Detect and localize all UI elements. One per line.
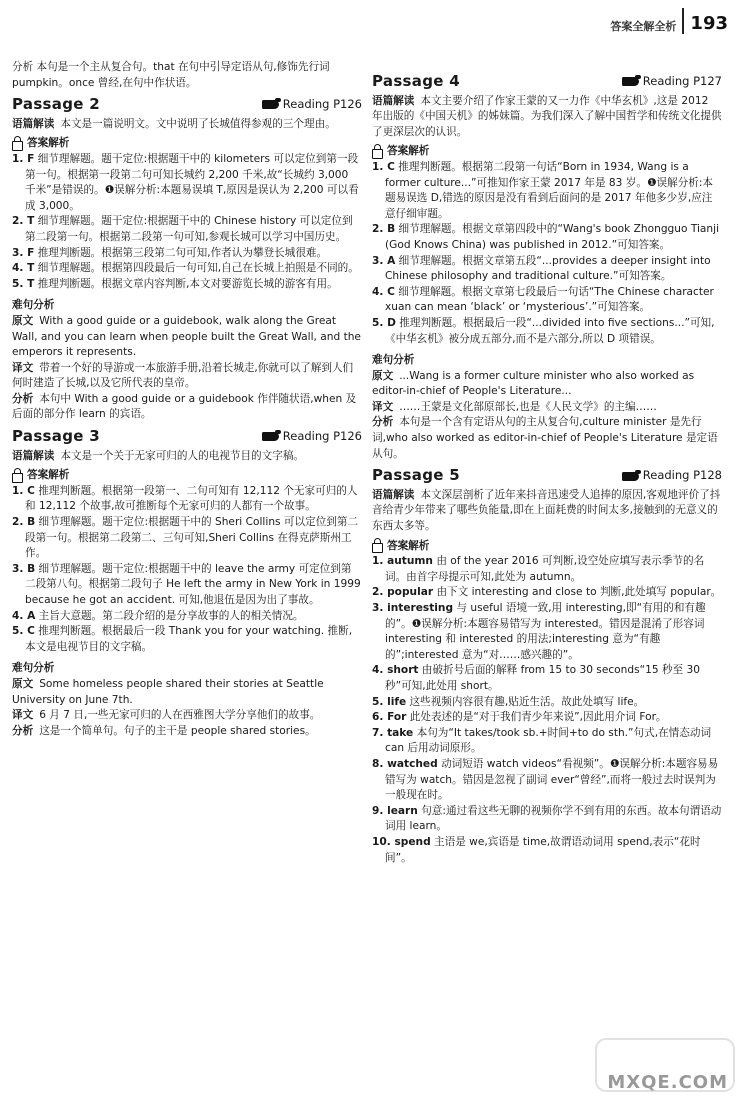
passage3-difficult-title: 难句分析 — [12, 662, 55, 675]
answer-num: 8. watched — [372, 757, 438, 770]
pointing-hand-icon — [622, 472, 639, 481]
passage3-ref-text: Reading P126 — [282, 429, 362, 444]
left-column — [12, 60, 362, 739]
passage3-ref — [262, 429, 362, 445]
passage2-title: Passage 2 — [12, 95, 100, 114]
passage5-summary — [372, 488, 722, 535]
answers-title-text: 答案解析 — [387, 539, 430, 552]
answer-item — [372, 285, 722, 316]
passage2-summary — [12, 117, 362, 133]
section-label: 答案全解全析 — [610, 20, 677, 33]
answer-num: 2. T — [12, 215, 35, 228]
passage3-original — [12, 677, 362, 708]
answer-text: 由 of the year 2016 可判断,设空处应填写表示季节的名词。由首字母提示可知,此处为 autumn。 — [385, 555, 705, 583]
lock-icon — [12, 141, 23, 151]
analysis-label: 分析 — [12, 724, 34, 737]
passage4-title: Passage 4 — [372, 72, 460, 90]
answer-item — [372, 695, 722, 711]
answer-text: 推理判断题。根据第一段第一、二句可知有 12,112 个无家可归的人和 12,112 个故事,故可推断每个无家可归的人都有一个故事。 — [25, 484, 358, 513]
answer-num: 2. popular — [372, 586, 434, 599]
translation-text: 6 月 7 日,一些无家可归的人在西雅图大学分享他们的故事。 — [39, 709, 321, 722]
summary-text: 本文主要介绍了作家王蒙的又一力作《中华玄机》,这是 2012 年出版的《中国天机》的姊妹篇。为我们深入了解中国哲学和传统文化提供了更深层次的认识。 — [372, 94, 722, 138]
passage3-translation — [12, 708, 362, 724]
passage2-original — [12, 314, 362, 361]
answer-text: 与 useful 语境一致,用 interesting,即“有用的和有趣的”。❶误解分析:本题容易错写为 interested。错因是混淆了形容词 interesting 和 interested 的用法;interesting 意为“有趣的”;interested 意为“对……感兴趣的”。 — [385, 602, 706, 661]
passage3-title: Passage 3 — [12, 427, 100, 446]
summary-label: 语篇解读 — [372, 94, 415, 107]
answer-text: 由破折号后面的解释 from 15 to 30 seconds“15 秒至 30 秒”可知,此处用 short。 — [385, 664, 700, 692]
original-text: ...Wang is a former culture minister who also worked as editor-in-chief of People's Literature... — [372, 369, 695, 398]
answer-item — [372, 554, 722, 585]
translation-label: 译文 — [12, 709, 34, 722]
analysis-label: 分析 — [12, 392, 34, 405]
passage4-ref — [622, 74, 722, 90]
passage2-ref — [262, 97, 362, 113]
answer-num: 9. learn — [372, 804, 418, 817]
watermark-text: MXQE.COM — [607, 1072, 728, 1093]
analysis-text: 本句中 With a good guide or a guidebook 作伴随状语,when 及后面的部分作 learn 的宾语。 — [12, 392, 357, 421]
summary-label: 语篇解读 — [12, 117, 55, 130]
passage2-difficult-title: 难句分析 — [12, 299, 55, 312]
passage4-header — [372, 74, 722, 90]
answer-item — [372, 804, 722, 835]
page-number: 193 — [690, 13, 728, 34]
answer-item — [372, 254, 722, 285]
answer-item — [12, 277, 362, 293]
answer-text: 推理判断题。根据第二段第一句话“Born in 1934, Wang is a former culture...”可推知作家王蒙 2017 年是 83 岁。❶误解分析:本题易误选 D,错选的原因是没有看到后面问的是 2017 年他多少岁,应注意仔细审题。 — [385, 160, 713, 220]
answers-title-text: 答案解析 — [387, 145, 430, 158]
answer-num: 10. spend — [372, 835, 431, 848]
answer-text: 此处表述的是“对于我们青少年来说”,因此用介词 For。 — [409, 711, 667, 724]
answer-num: 5. T — [12, 277, 35, 290]
pointing-hand-icon — [262, 432, 279, 441]
answer-num: 1. C — [12, 484, 35, 497]
answer-text: 本句为“It takes/took sb.+时间+to do sth.”句式,在情态动词 can 后用动词原形。 — [385, 726, 712, 755]
answers-title-text: 答案解析 — [27, 469, 70, 482]
answer-text: 推理判断题。根据最后一段 Thank you for your watching. 推断,本文是电视节目的文字稿。 — [25, 625, 353, 653]
passage5-title: Passage 5 — [372, 466, 460, 485]
intro-analysis: 分析 本句是一个主从复合句。that 在句中引导定语从句,修饰先行词 pumpkin。once 曾经,在句中作状语。 — [12, 61, 330, 89]
passage4-difficult-title: 难句分析 — [372, 354, 415, 367]
answer-num: 6. For — [372, 711, 407, 724]
answer-text: 细节理解题。根据第四段最后一句可知,自己在长城上拍照是不同的。 — [37, 262, 359, 275]
answer-item — [12, 515, 362, 562]
answer-text: 细节理解题。题干定位:根据题干中的 leave the army 可定位到第二段第八句。根据第二段句子 He left the army in New York in 1999 because he got an accident. 可知,他退伍是因为出了事故。 — [25, 562, 361, 606]
answer-num: 7. take — [372, 726, 414, 739]
answer-item — [372, 663, 722, 694]
answer-item — [372, 601, 722, 663]
answer-num: 5. D — [372, 316, 396, 329]
answer-text: 动词短语 watch videos“看视频”。❶误解分析:本题容易易错写为 watch。错因是忽视了副词 ever“曾经”,而将一般过去时误判为一般现在时。 — [385, 757, 719, 802]
answer-item — [12, 484, 362, 515]
answer-item — [372, 757, 722, 804]
answer-text: 句意:通过看这些无聊的视频你学不到有用的东西。故本句谓语动词用 learn。 — [385, 804, 722, 833]
lock-icon — [372, 149, 383, 159]
answer-text: 主旨大意题。第二段介绍的是分享故事的人的相关情况。 — [38, 609, 304, 622]
lock-icon — [372, 543, 383, 553]
answer-num: 5. C — [12, 625, 35, 638]
passage2-analysis — [12, 392, 362, 423]
passage3-answers-title — [12, 468, 362, 484]
answer-text: 细节理解题。题干定位:根据题干中的 kilometers 可以定位到第一段第一句。根据第一段第二句可知长城约 2,200 千米,故“长城约 3,000 千米”是错误的。❶误解分析:本题易误填 T,原因是误认为 2,200 可以看成 3,000。 — [25, 152, 359, 212]
answer-item — [12, 152, 362, 214]
answer-text: 推理判断题。根据文章内容判断,本文对要游览长城的游客有用。 — [37, 277, 338, 290]
pointing-hand-icon — [622, 77, 639, 86]
answer-text: 细节理解题。根据文章第四段中的“Wang's book Zhongguo Tianji (God Knows China) was published in 2012.”可知答案。 — [385, 223, 720, 251]
answer-text: 主语是 we,宾语是 time,故谓语动词用 spend,表示“花时间”。 — [385, 835, 701, 864]
answer-item — [12, 261, 362, 277]
answer-text: 由下文 interesting and close to 判断,此处填写 popular。 — [436, 586, 722, 599]
summary-text: 本文是一篇说明文。文中说明了长城值得参观的三个理由。 — [60, 117, 336, 130]
answer-text: 推理判断题。根据第三段第二句可知,作者认为攀登长城很难。 — [37, 246, 328, 259]
answer-num: 4. A — [12, 609, 36, 622]
passage5-answers-title — [372, 539, 722, 555]
answer-item — [372, 585, 722, 601]
passage4-original — [372, 369, 722, 400]
answer-num: 4. short — [372, 664, 419, 677]
original-text: Some homeless people shared their stories at Seattle University on June 7th. — [12, 677, 324, 706]
summary-label: 语篇解读 — [12, 449, 55, 462]
original-label: 原文 — [12, 677, 34, 690]
answer-item — [372, 160, 722, 222]
passage2-header — [12, 97, 362, 113]
answer-num: 3. F — [12, 246, 35, 259]
passage4-analysis — [372, 415, 722, 462]
page-header — [610, 8, 728, 34]
analysis-text: 这是一个简单句。句子的主干是 people shared stories。 — [39, 724, 316, 737]
answer-num: 3. B — [12, 562, 36, 575]
answer-item — [372, 835, 722, 866]
passage4-translation — [372, 400, 722, 416]
passage4-answers-title — [372, 144, 722, 160]
answer-text: 细节理解题。根据文章第五段“...provides a deeper insight into Chinese philosophy and traditional culture.”可知答案。 — [385, 254, 711, 283]
passage3-summary — [12, 449, 362, 465]
answer-num: 3. interesting — [372, 602, 454, 614]
answer-text: 推理判断题。根据最后一段“...divided into five sections...”可知,《中华玄机》被分成五部分,而不是六部分,所以 D 项错误。 — [385, 316, 715, 345]
answer-item — [12, 562, 362, 609]
answer-item — [12, 246, 362, 262]
analysis-text: 本句是一个含有定语从句的主从复合句,culture minister 是先行词,who also worked as editor-in-chief of People's Literature 是定语从句。 — [372, 416, 718, 460]
passage2-translation — [12, 361, 362, 392]
answer-text: 细节理解题。题干定位:根据题干中的 Chinese history 可以定位到第二段第一句。根据第二段第一句可知,参观长城可以学习中国历史。 — [25, 215, 353, 243]
answer-num: 1. C — [372, 160, 395, 173]
answer-item — [12, 609, 362, 625]
answer-num: 1. F — [12, 152, 35, 165]
translation-text: ……王蒙是文化部原部长,也是《人民文学》的主编…… — [399, 400, 657, 413]
answers-title-text: 答案解析 — [27, 137, 70, 150]
original-label: 原文 — [12, 314, 34, 327]
analysis-label: 分析 — [372, 416, 394, 429]
answer-num: 1. autumn — [372, 555, 433, 568]
answer-item — [372, 726, 722, 757]
answer-num: 5. life — [372, 695, 407, 708]
passage2-ref-text: Reading P126 — [282, 97, 362, 112]
translation-label: 译文 — [372, 400, 394, 413]
summary-text: 本文是一个关于无家可归的人的电视节目的文字稿。 — [60, 449, 305, 462]
answer-item — [372, 316, 722, 347]
header-divider — [682, 8, 684, 34]
answer-num: 4. C — [372, 285, 395, 298]
passage3-analysis — [12, 724, 362, 740]
answer-item — [12, 214, 362, 245]
answer-num: 2. B — [372, 223, 396, 236]
answer-num: 3. A — [372, 254, 396, 267]
translation-text: 带着一个好的导游或一本旅游手册,沿着长城走,你就可以了解到人们何时建造了长城,以及它所代表的皇帝。 — [12, 361, 354, 390]
passage5-header — [372, 468, 722, 484]
original-text: With a good guide or a guidebook, walk along the Great Wall, and you can learn when people built the Great Wall, and the emperors it represents. — [12, 314, 361, 359]
passage5-ref — [622, 468, 722, 484]
passage4-ref-text: Reading P127 — [642, 74, 722, 88]
passage4-summary — [372, 94, 722, 141]
summary-text: 本文深层剖析了近年来抖音迅速受人追捧的原因,客观地评价了抖音给青少年带来了哪些负能量,即在上面耗费的时间太多,接触到的无意义的东西太多等。 — [372, 488, 721, 533]
answer-item — [372, 222, 722, 253]
translation-label: 译文 — [12, 361, 34, 374]
lock-icon — [12, 473, 23, 483]
answer-num: 4. T — [12, 262, 35, 275]
answer-item — [12, 624, 362, 655]
answer-text: 细节理解题。题干定位:根据题干中的 Sheri Collins 可以定位到第二段第一句。根据第二段第二、三句可知,Sheri Collins 在得克萨斯州工作。 — [25, 516, 359, 560]
passage5-ref-text: Reading P128 — [642, 468, 722, 483]
pointing-hand-icon — [262, 100, 279, 109]
original-label: 原文 — [372, 369, 394, 382]
answer-item — [372, 710, 722, 726]
answer-text: 细节理解题。根据文章第七段最后一句话“The Chinese character xuan can mean ‘black’ or ‘mysterious’.”可知答案。 — [385, 285, 714, 314]
right-column — [372, 68, 722, 866]
passage2-answers-title — [12, 136, 362, 152]
passage3-header — [12, 429, 362, 445]
answer-text: 这些视频内容很有趣,贴近生活。故此处填写 life。 — [409, 695, 645, 708]
summary-label: 语篇解读 — [372, 488, 415, 501]
answer-num: 2. B — [12, 516, 36, 529]
